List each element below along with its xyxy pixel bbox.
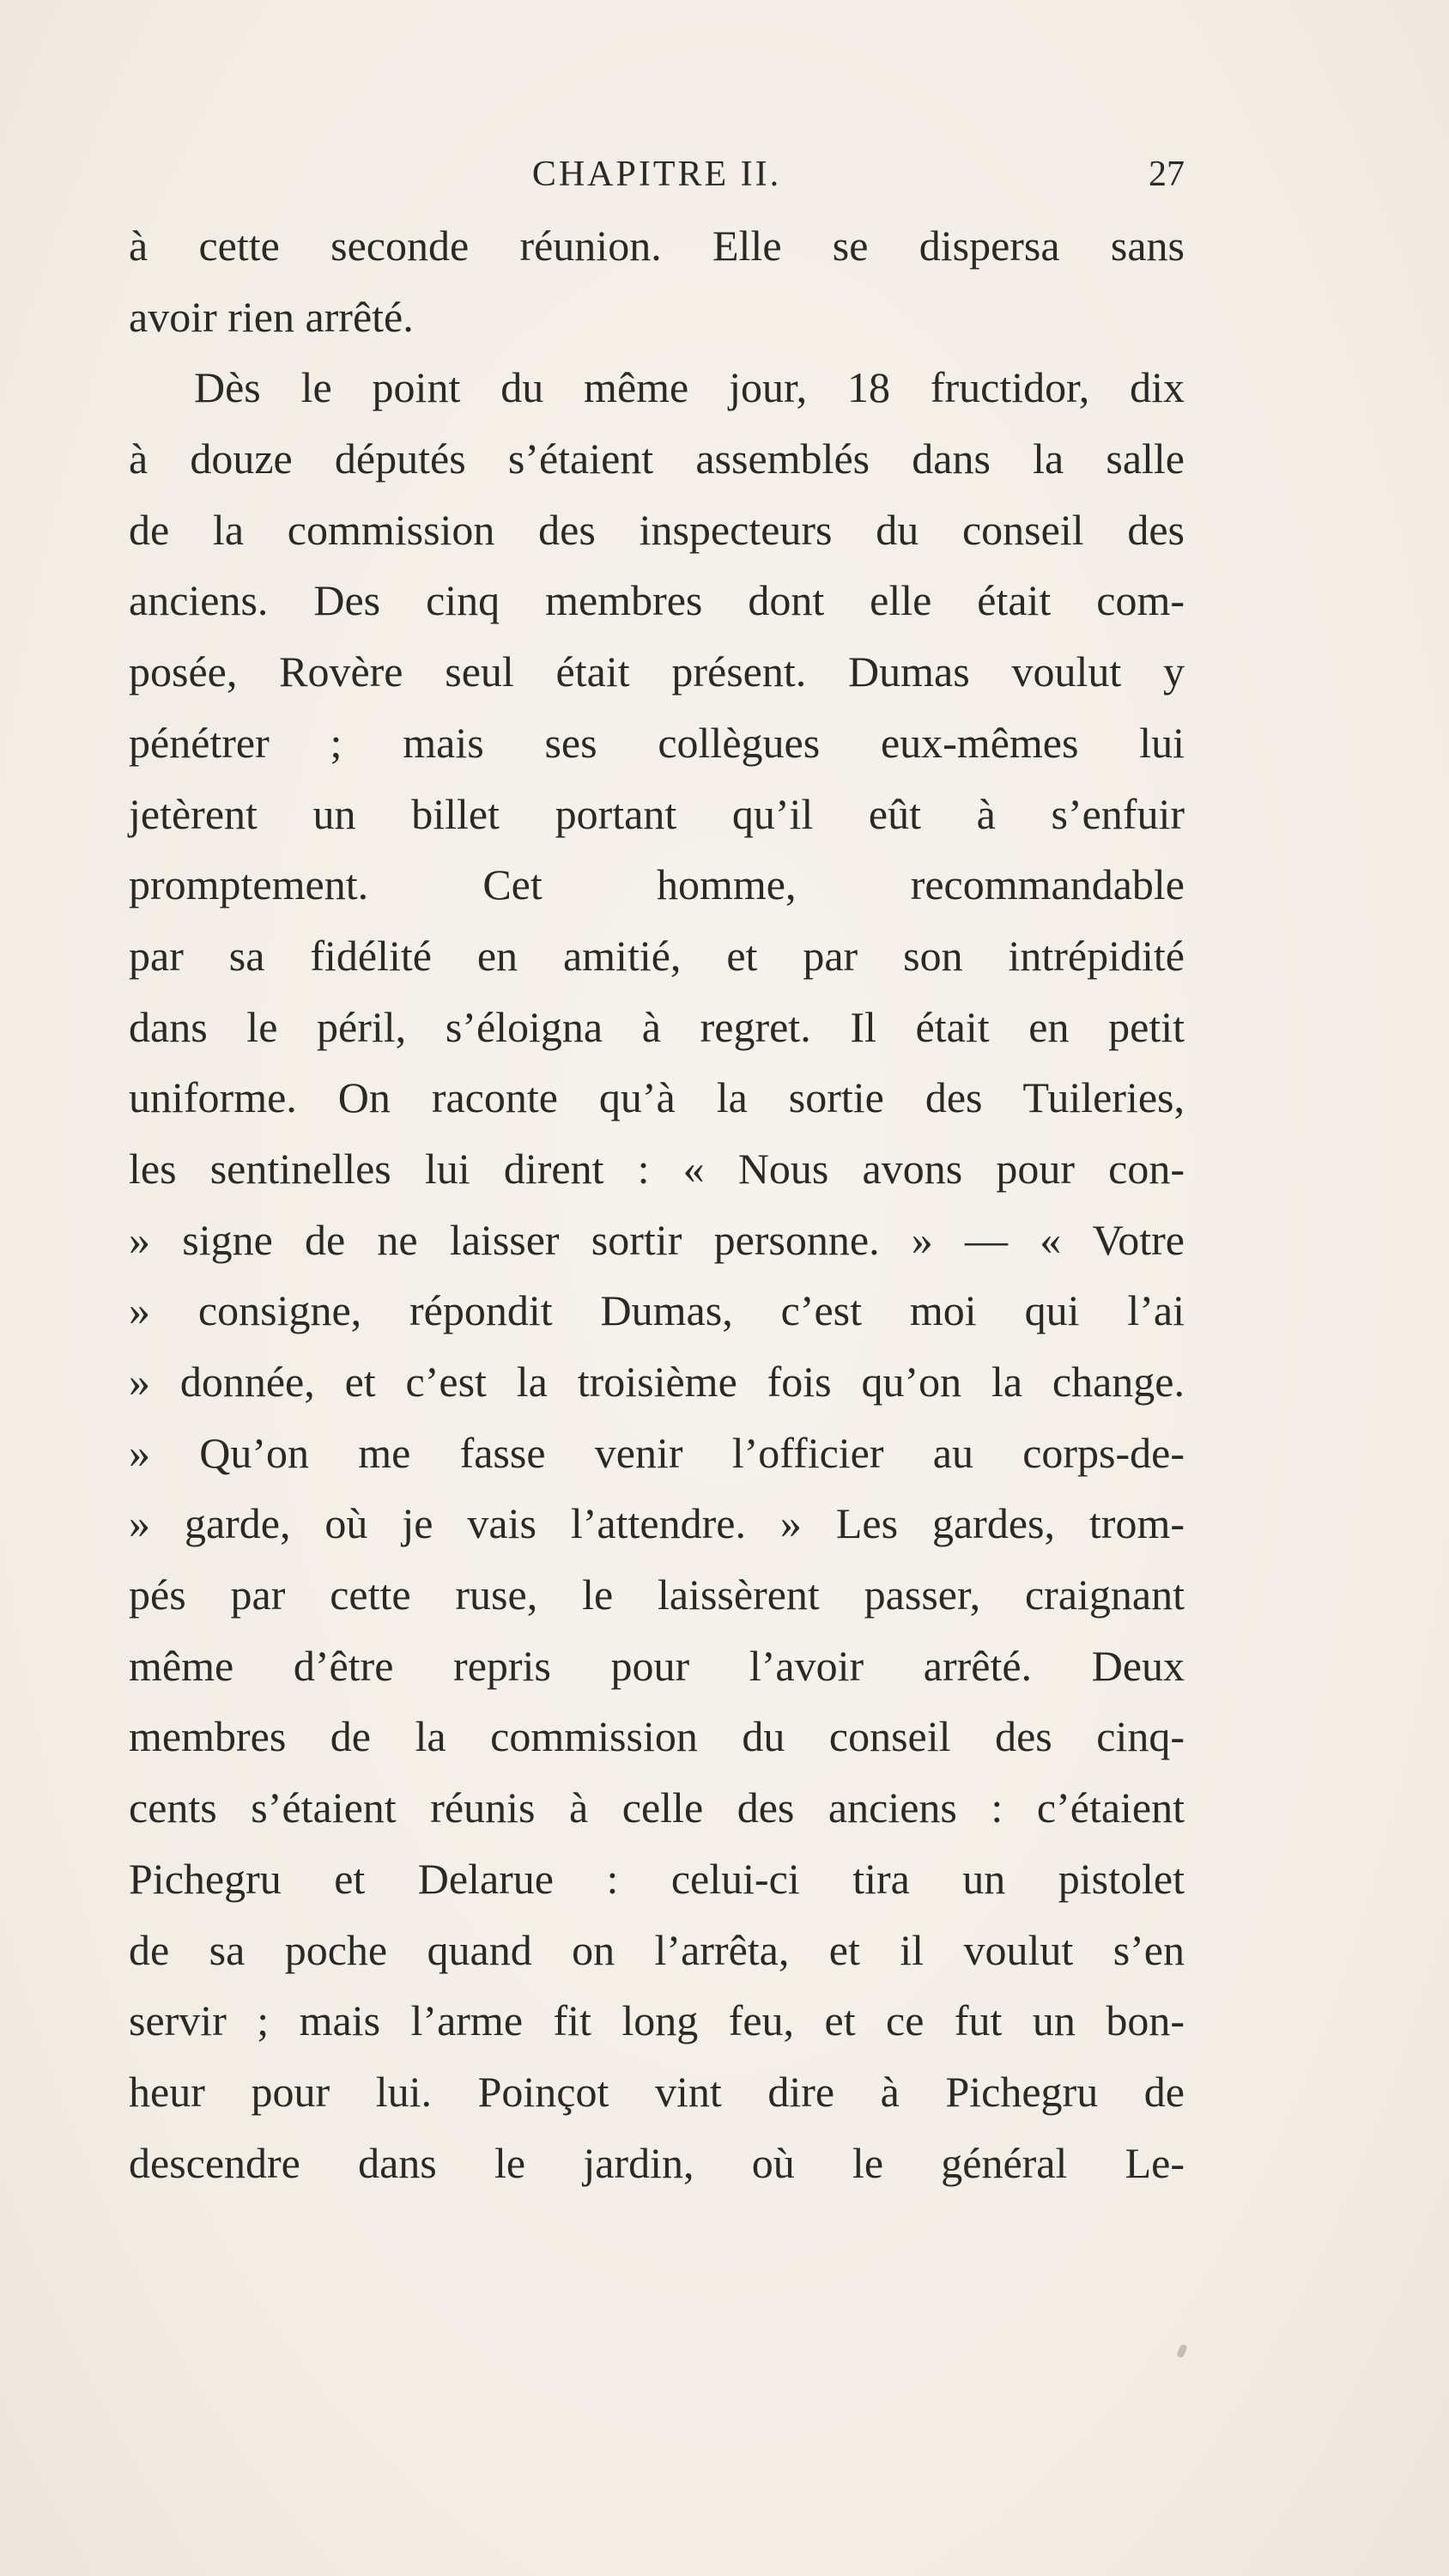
- text-line: » signe de ne laisser sortir personne. » — « Votre: [129, 1215, 1185, 1264]
- text-line: à cette seconde réunion. Elle se dispersa sans: [129, 222, 1185, 270]
- text-line: » garde, où je vais l’attendre. » Les gardes, trom-: [129, 1499, 1185, 1548]
- text-line: pés par cette ruse, le laissèrent passer, craignant: [129, 1571, 1185, 1619]
- text-line: les sentinelles lui dirent : « Nous avons pour con-: [129, 1144, 1185, 1193]
- text-line: membres de la commission du conseil des cinq-: [129, 1712, 1185, 1761]
- running-head: CHAPITRE II.: [531, 155, 782, 194]
- ink-speck: [1176, 2343, 1188, 2359]
- body-text: [129, 210, 1185, 2198]
- text-line: dans le péril, s’éloigna à regret. Il était en petit: [129, 1002, 1185, 1051]
- text-line: jetèrent un billet portant qu’il eût à s’enfuir: [129, 789, 1185, 838]
- text-line: uniforme. On raconte qu’à la sortie des Tuileries,: [129, 1073, 1185, 1122]
- text-line: de la commission des inspecteurs du conseil des: [129, 505, 1185, 554]
- text-line: cents s’étaient réunis à celle des anciens : c’étaient: [129, 1783, 1185, 1832]
- text-line: Dès le point du même jour, 18 fructidor, dix: [194, 363, 1185, 412]
- page-number: 27: [1149, 155, 1185, 194]
- text-line: anciens. Des cinq membres dont elle était com-: [129, 576, 1185, 625]
- text-line: » Qu’on me fasse venir l’officier au corps-de-: [129, 1428, 1185, 1477]
- text-line: Pichegru et Delarue : celui-ci tira un pistolet: [129, 1854, 1185, 1903]
- text-line: à douze députés s’étaient assemblés dans la salle: [129, 434, 1185, 483]
- text-line: pénétrer ; mais ses collègues eux-mêmes lui: [129, 718, 1185, 767]
- text-line: servir ; mais l’arme fit long feu, et ce fut un bon-: [129, 1996, 1185, 2045]
- text-line: » consigne, répondit Dumas, c’est moi qui l’ai: [129, 1286, 1185, 1335]
- text-line: par sa fidélité en amitié, et par son intrépidité: [129, 931, 1185, 980]
- text-line: posée, Rovère seul était présent. Dumas voulut y: [129, 647, 1185, 696]
- page-header: [129, 144, 1185, 204]
- text-line: de sa poche quand on l’arrêta, et il voulut s’en: [129, 1925, 1185, 1974]
- text-line: même d’être repris pour l’avoir arrêté. Deux: [129, 1641, 1185, 1690]
- text-line: » donnée, et c’est la troisième fois qu’on la change.: [129, 1358, 1185, 1406]
- text-line: heur pour lui. Poinçot vint dire à Pichegru de: [129, 2067, 1185, 2116]
- text-line: avoir rien arrêté.: [129, 292, 414, 341]
- text-line: promptement. Cet homme, recommandable: [129, 860, 1185, 909]
- text-line: descendre dans le jardin, où le général Le-: [129, 2138, 1185, 2187]
